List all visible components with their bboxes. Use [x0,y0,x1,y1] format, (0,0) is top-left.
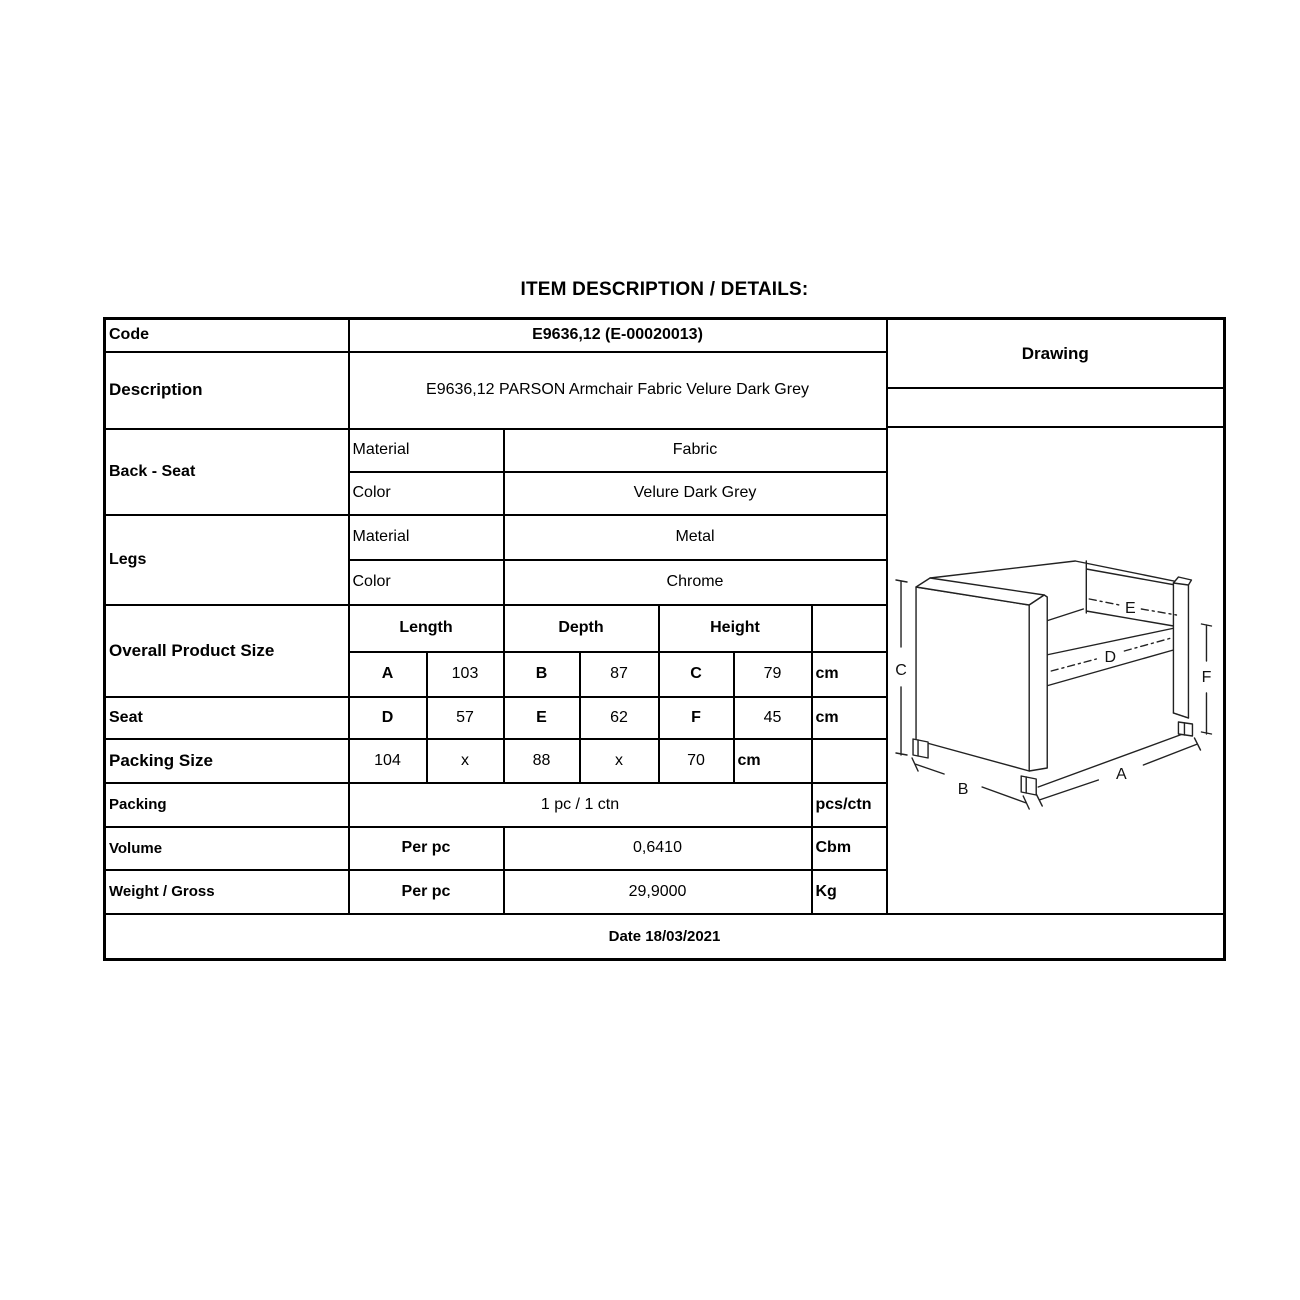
spec-table [103,317,1226,961]
packing-size-x2: x [580,739,659,783]
ops-depth-header: Depth [504,605,659,652]
backseat-color-value: Velure Dark Grey [504,472,887,515]
dim-label-a: A [1115,766,1127,783]
legs-color-value: Chrome [504,560,887,605]
armchair-drawing [888,428,1224,914]
weight-label: Weight / Gross [105,870,349,914]
legs-material-value: Metal [504,515,887,560]
ops-dim-b-value: 87 [580,652,659,697]
legs-color-label: Color [349,560,504,605]
packing-size-v2: 88 [504,739,580,783]
backseat-label: Back - Seat [105,429,349,515]
ops-height-header: Height [659,605,812,652]
backseat-material-label: Material [349,429,504,472]
row-date [105,914,1225,960]
left-arm-outer-face [916,587,1029,771]
volume-label: Volume [105,827,349,870]
legs-label: Legs [105,515,349,605]
ops-dim-c-value: 79 [734,652,812,697]
legs-material-label: Material [349,515,504,560]
volume-unit: Cbm [812,827,887,870]
packing-size-x1: x [427,739,504,783]
seat-dim-f-value: 45 [734,697,812,739]
ops-dim-c-key: C [659,652,734,697]
backseat-color-label: Color [349,472,504,515]
dim-label-d: D [1104,649,1116,666]
date-value: 18/03/2021 [645,927,721,945]
seat-dim-e-value: 62 [580,697,659,739]
ops-dim-b-key: B [504,652,580,697]
description-value: E9636,12 PARSON Armchair Fabric Velure Dark Grey [349,352,887,429]
packing-size-v3: 70 [659,739,734,783]
drawing-gap [888,389,1224,428]
seat-dim-e-key: E [504,697,580,739]
packing-label: Packing [105,783,349,827]
dim-label-f: F [1201,669,1211,686]
seat-dim-d-value: 57 [427,697,504,739]
base-bottom-edge [1038,733,1185,787]
ops-unit: cm [812,652,887,697]
code-label: Code [105,319,349,352]
volume-value: 0,6410 [504,827,812,870]
backseat-material-value: Fabric [504,429,887,472]
weight-value: 29,9000 [504,870,812,914]
code-value: E9636,12 (E-00020013) [349,319,887,352]
right-arm [1173,577,1191,718]
weight-unit: Kg [812,870,887,914]
packing-value: 1 pc / 1 ctn [349,783,812,827]
seat-dim-f-key: F [659,697,734,739]
date-cell [105,914,1225,960]
left-arm-front-face [1029,595,1047,771]
ops-dim-a-key: A [349,652,427,697]
drawing-header: Drawing [888,320,1224,389]
date-label: Date [608,927,642,945]
packing-size-empty [812,739,887,783]
volume-per-pc: Per pc [349,827,504,870]
ops-dim-a-value: 103 [427,652,504,697]
packing-unit: pcs/ctn [812,783,887,827]
packing-size-label: Packing Size [105,739,349,783]
weight-per-pc: Per pc [349,870,504,914]
dim-label-c: C [894,662,907,679]
description-label: Description [105,352,349,429]
ops-length-header: Length [349,605,504,652]
seat-dim-d-key: D [349,697,427,739]
ops-label: Overall Product Size [105,605,349,697]
row-code [105,319,1225,352]
seat-label: Seat [105,697,349,739]
packing-size-v1: 104 [349,739,427,783]
seat-unit: cm [812,697,887,739]
seat-lines [1046,609,1179,686]
page-title: ITEM DESCRIPTION / DETAILS: [520,279,809,300]
dim-label-e: E [1124,600,1136,617]
ops-header-empty [812,605,887,652]
dim-label-b: B [957,781,968,798]
drawing-panel [887,319,1225,914]
packing-size-unit: cm [734,739,812,783]
